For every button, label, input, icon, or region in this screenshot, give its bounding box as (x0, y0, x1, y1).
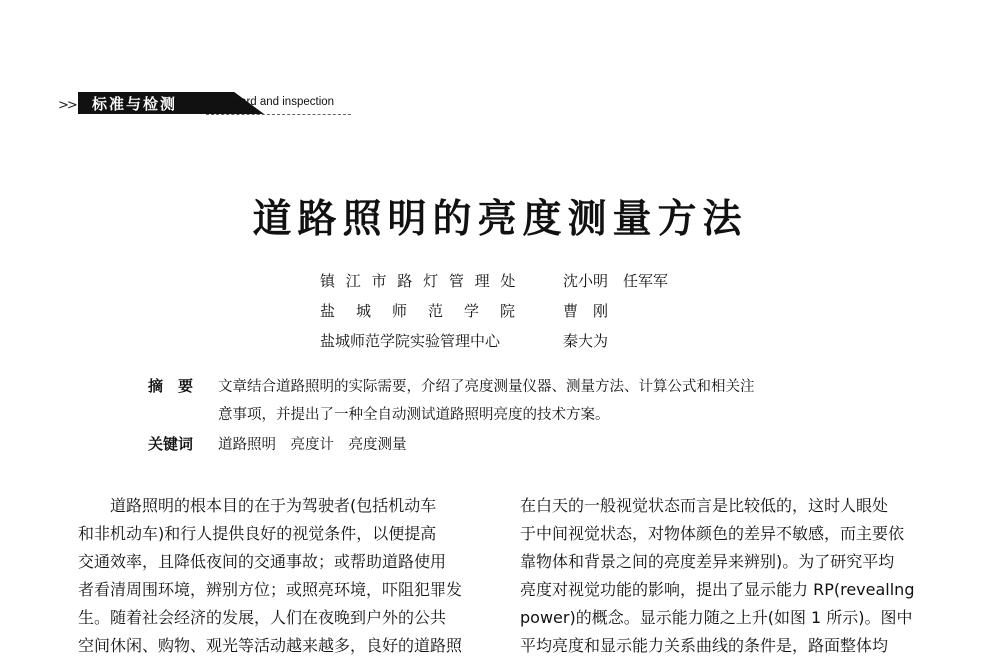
section-header (58, 92, 350, 118)
abstract-line-2: 意事项，并提出了一种全自动测试道路照明亮度的技术方案。 (218, 407, 610, 423)
abstract-line-1: 文章结合道路照明的实际需要，介绍了亮度测量仪器、测量方法、计算公式和相关注 (218, 379, 755, 395)
author-row-2 (320, 300, 609, 321)
body-line: 和非机动车)和行人提供良好的视觉条件，以便提高 (78, 524, 437, 543)
header-rule (206, 114, 351, 115)
author-names: 沈小明 任军军 (563, 272, 669, 290)
body-line: 靠物体和背景之间的亮度差异来辨别)。为了研究平均 (520, 552, 895, 571)
section-label-cn: 标准与检测 (92, 95, 178, 113)
body-line: 交通效率，且降低夜间的交通事故；或帮助道路使用 (78, 552, 447, 571)
author-names: 曹 刚 (563, 302, 609, 320)
body-line: power)的概念。显示能力随之上升(如图 1 所示)。图中 (520, 608, 913, 627)
body-line: 生。随着社会经济的发展，人们在夜晚到户外的公共 (78, 608, 447, 627)
author-row-1 (320, 270, 669, 291)
body-line: 在白天的一般视觉状态而言是比较低的，这时人眼处 (520, 496, 889, 515)
paper-title: 道路照明的亮度测量方法 (252, 197, 748, 242)
body-line: 道路照明的根本目的在于为驾驶者(包括机动车 (78, 496, 437, 515)
section-label-en: Standard and inspection (210, 96, 335, 108)
body-line: 空间休闲、购物、观光等活动越来越多，良好的道路照 (78, 636, 463, 655)
body-line: 者看清周围环境，辨别方位；或照亮环境，吓阻犯罪发 (78, 580, 463, 599)
body-column-right (520, 492, 930, 660)
body-line: 亮度对视觉功能的影响，提出了显示能力 RP(reveallng (520, 580, 915, 599)
author-affiliation: 镇 江 市 路 灯 管 理 处 (320, 272, 519, 290)
body-line: 平均亮度和显示能力关系曲线的条件是，路面整体均 (520, 636, 889, 655)
author-affiliation: 盐 城 师 范 学 院 (320, 302, 519, 320)
abstract-label: 摘 要 (148, 377, 194, 395)
arrow-icon: >> (58, 98, 76, 113)
author-names: 秦大为 (563, 332, 609, 350)
keywords-text: 道路照明 亮度计 亮度测量 (218, 437, 407, 453)
author-row-3 (320, 330, 609, 351)
body-line: 于中间视觉状态，对物体颜色的差异不敏感，而主要依 (520, 524, 905, 543)
keywords-label: 关键词 (148, 435, 194, 453)
author-affiliation: 盐城师范学院实验管理中心 (320, 332, 501, 350)
body-column-left (78, 492, 488, 660)
